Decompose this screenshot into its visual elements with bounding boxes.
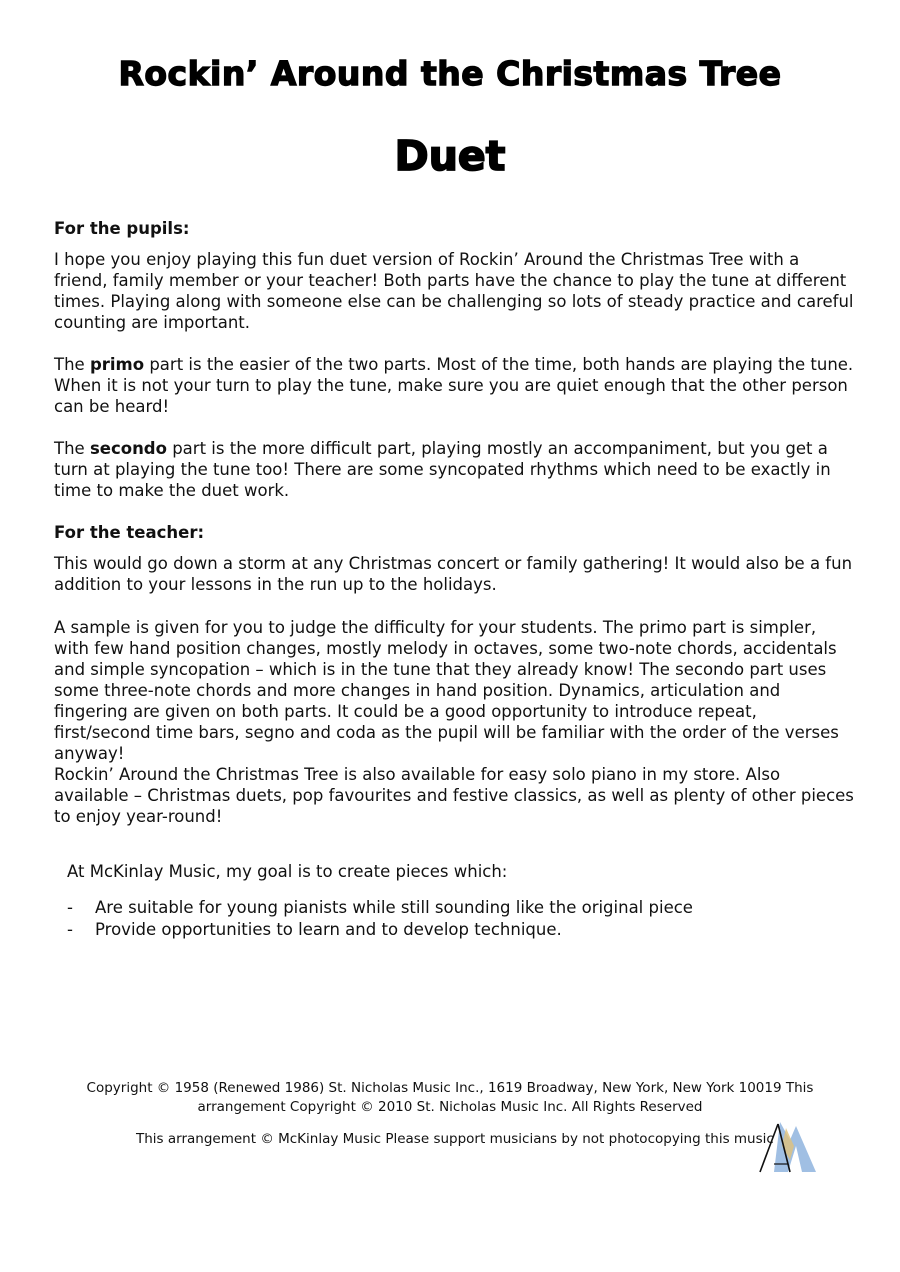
teacher-paragraph-sample: A sample is given for you to judge the difficulty for your students. The primo part is simpler, with few hand position changes, mostly melody in octaves, some two-note chords, accidentals and simple syncopation – which is in the tune that they already know! The secondo part uses some three-note chords and more changes in hand position. Dynamics, articulation and fingering are given on both parts. It could be a good opportunity to introduce repeat, first/second time bars, segno and coda as the pupil will be familiar with the order of the verses anyway! [54, 618, 839, 763]
bullet-dash: - [67, 920, 73, 939]
text-run: The [54, 355, 90, 374]
teacher-paragraph-intro: This would go down a storm at any Christmas concert or family gathering! It would also be a fun addition to your lessons in the run up to the holidays. [54, 554, 853, 594]
list-item [67, 897, 693, 919]
teacher-heading: For the teacher: [54, 523, 205, 542]
goal-intro: At McKinlay Music, my goal is to create pieces which: [67, 862, 508, 881]
list-item-text: Provide opportunities to learn and to develop technique. [95, 920, 562, 939]
page-subtitle: Duet [394, 132, 506, 180]
pupils-paragraph-primo [54, 354, 854, 417]
pupils-paragraph-intro: I hope you enjoy playing this fun duet version of Rockin’ Around the Christmas Tree with a friend, family member or your teacher! Both parts have the chance to play the tune at different times. Playing along with someone else can be challenging so lots of steady practice and careful counting are important. [54, 250, 854, 332]
goal-list [67, 897, 693, 941]
pupils-paragraph-secondo [54, 438, 854, 501]
secondo-term: secondo [89, 439, 167, 458]
arrangement-notice: This arrangement © McKinlay Music Please support musicians by not photocopying this music [136, 1131, 774, 1147]
text-run: part is the easier of the two parts. Most of the time, both hands are playing the tune. When it is not your turn to play the tune, make sure you are quiet enough that the other person can be heard! [54, 355, 854, 416]
text-run: part is the more difficult part, playing mostly an accompaniment, but you get a turn at playing the tune too! There are some syncopated rhythms which need to be exactly in time to make the duet work. [54, 439, 831, 500]
copyright-notice: Copyright © 1958 (Renewed 1986) St. Nicholas Music Inc., 1619 Broadway, New York, New York 10019 This arrangement Copyright © 2010 St. Nicholas Music Inc. All Rights Reserved [86, 1080, 814, 1115]
pupils-heading: For the pupils: [54, 219, 190, 238]
page-title: Rockin’ Around the Christmas Tree [118, 54, 782, 93]
list-item [67, 919, 693, 941]
list-item-text: Are suitable for young pianists while still sounding like the original piece [95, 898, 693, 917]
primo-term: primo [89, 355, 145, 374]
teacher-paragraph-store: Rockin’ Around the Christmas Tree is also available for easy solo piano in my store. Also available – Christmas duets, pop favourites and festive classics, as well as plenty of other pieces to enjoy year-round! [54, 765, 854, 826]
text-run: The [54, 439, 90, 458]
bullet-dash: - [67, 898, 73, 917]
mckinlay-music-logo-icon [756, 1116, 820, 1174]
